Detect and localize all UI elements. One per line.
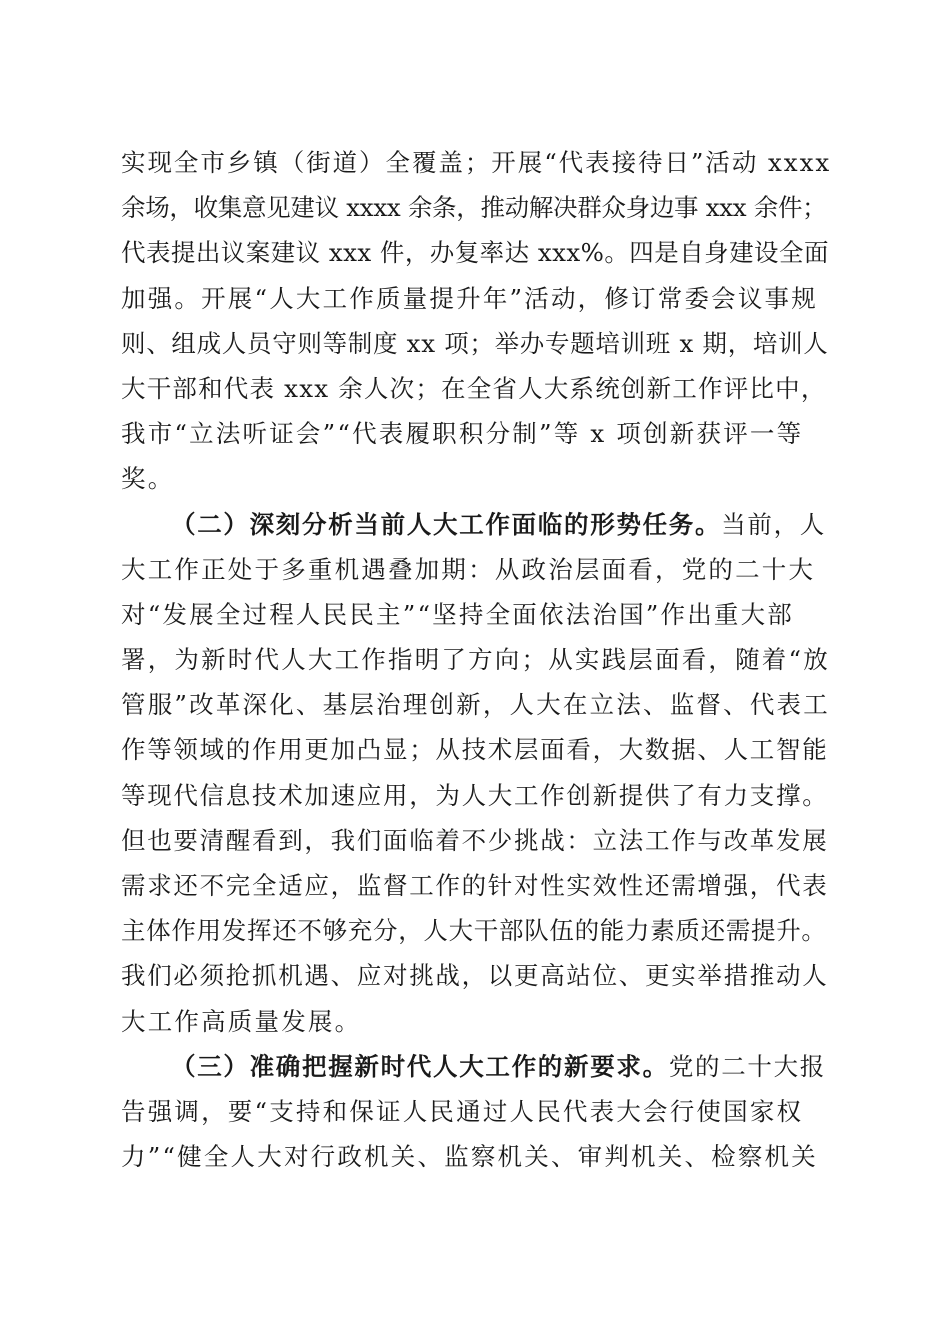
paragraph-line: 对“发展全过程人民民主”“坚持全面依法治国”作出重大部 (121, 599, 794, 629)
paragraph-line: 告强调，要“支持和保证人民通过人民代表大会行使国家权 (121, 1096, 804, 1126)
paragraph-line: 管服”改革深化、基层治理创新，人大在立法、监督、代表工 (121, 690, 830, 720)
paragraph-line: 实现全市乡镇（街道）全覆盖；开展“代表接待日”活动 xxxx (121, 148, 832, 177)
paragraph-line: 代表提出议案建议 xxx 件，办复率达 xxx%。四是自身建设全面 (121, 238, 829, 268)
document-body (121, 140, 831, 1179)
paragraph-line: 加强。开展“人大工作质量提升年”活动，修订常委会议事规 (121, 283, 818, 313)
paragraph-line: 力”“健全人大对行政机关、监察机关、审判机关、检察机关 (121, 1142, 818, 1172)
paragraph-line: 我们必须抢抓机遇、应对挑战，以更高站位、更实举措推动人 (121, 961, 829, 991)
paragraph-line: 署，为新时代人大工作指明了方向；从实践层面看，随着“放 (121, 645, 830, 675)
paragraph-line: 作等领域的作用更加凸显；从技术层面看，大数据、人工智能 (121, 735, 829, 765)
section-heading-line (121, 502, 831, 547)
paragraph-line: 我市“立法听证会”“代表履职积分制”等 x 项创新获评一等 (121, 419, 804, 449)
paragraph-line: 大干部和代表 xxx 余人次；在全省人大系统创新工作评比中， (121, 373, 827, 403)
section-heading-line (121, 1044, 831, 1089)
section-heading-2: （二）深刻分析当前人大工作面临的形势任务。 (171, 509, 722, 539)
paragraph-line: 主体作用发挥还不够充分，人大干部队伍的能力素质还需提升。 (121, 916, 827, 946)
paragraph-line: 等现代信息技术加速应用，为人大工作创新提供了有力支撑。 (121, 780, 829, 810)
paragraph-line: 大工作高质量发展。 (121, 1006, 362, 1036)
paragraph-line: 大工作正处于多重机遇叠加期：从政治层面看，党的二十大 (121, 554, 816, 584)
paragraph-line: 但也要清醒看到，我们面临着不少挑战：立法工作与改革发展 (121, 825, 829, 855)
paragraph-text: 当前，人 (721, 509, 827, 539)
paragraph-line: 则、组成人员守则等制度 xx 项；举办专题培训班 x 期，培训人 (121, 328, 829, 358)
paragraph-line: 奖。 (121, 464, 175, 494)
paragraph-text: 党的二十大报 (668, 1051, 827, 1081)
paragraph-line: 需求还不完全适应，监督工作的针对性实效性还需增强，代表 (121, 871, 829, 900)
section-heading-3: （三）准确把握新时代人大工作的新要求。 (171, 1051, 669, 1081)
paragraph-line: 余场，收集意见建议 xxxx 余条，推动解决群众身边事 xxx 余件； (121, 193, 827, 223)
